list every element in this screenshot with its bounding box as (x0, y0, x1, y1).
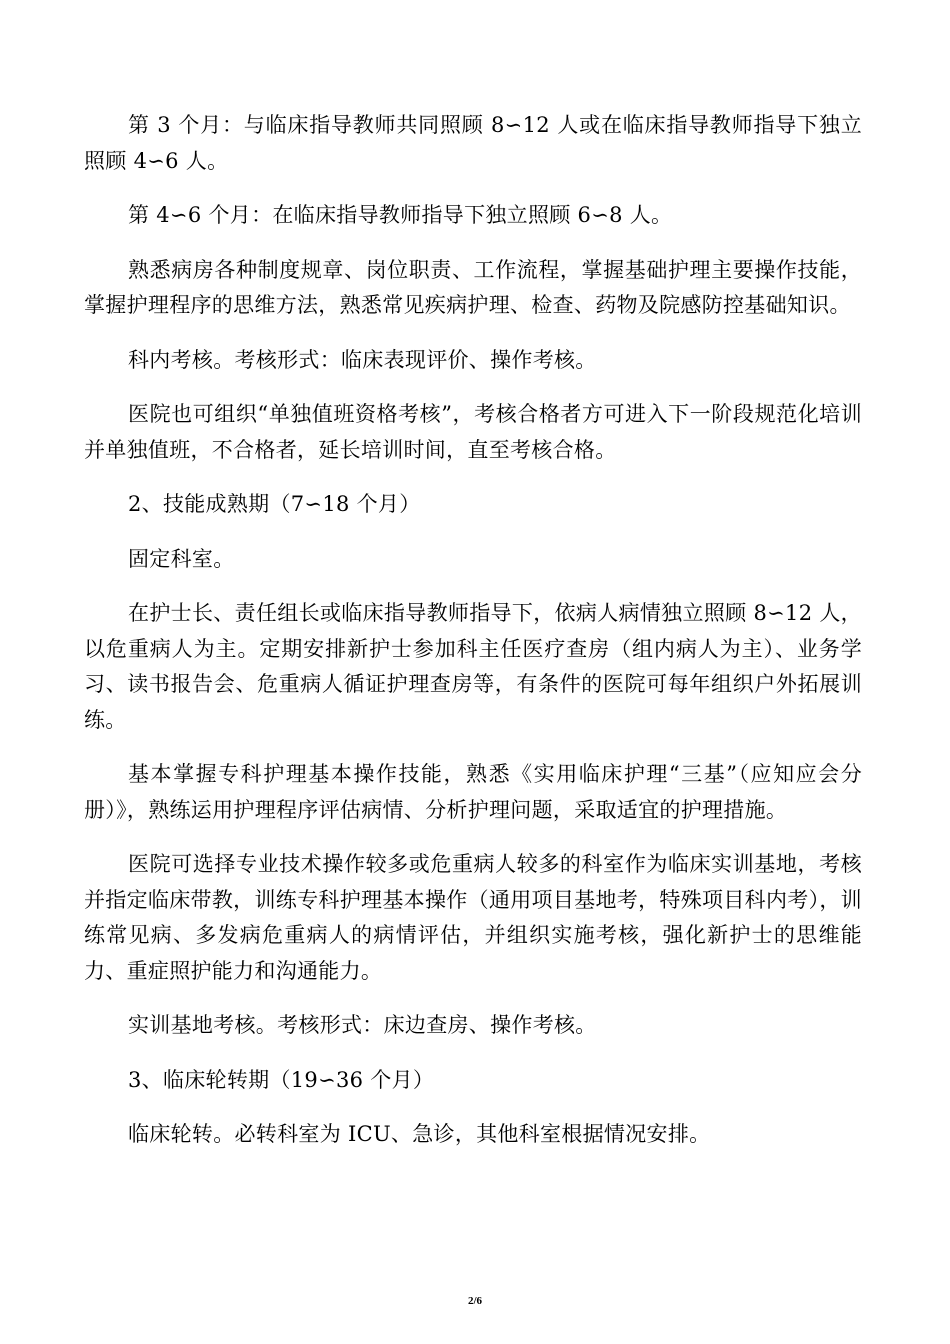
paragraph-fixed-department: 固定科室。 (128, 546, 235, 571)
paragraph-familiarize: 熟悉病房各种制度规章、岗位职责、工作流程，掌握基础护理主要操作技能，掌握护理程序的思维方法，熟悉常见疾病护理、检查、药物及院感防控基础知识。 (84, 257, 862, 317)
page-number: 2/6 (467, 1295, 483, 1307)
document-body (84, 108, 862, 1172)
section-heading-clinical-rotation: 3、临床轮转期（19∽36 个月） (128, 1067, 435, 1092)
paragraph-rotation-departments: 临床轮转。必转科室为 ICU、急诊，其他科室根据情况安排。 (128, 1122, 711, 1146)
paragraph-basic-skills: 基本掌握专科护理基本操作技能，熟悉《实用临床护理“三基”（应知应会分册）》，熟练运用护理程序评估病情、分析护理问题，采取适宜的护理措施。 (84, 762, 862, 822)
paragraph-solo-duty-assessment: 医院也可组织“单独值班资格考核”，考核合格者方可进入下一阶段规范化培训并单独值班，不合格者，延长培训时间，直至考核合格。 (84, 402, 862, 462)
paragraph-training-base: 医院可选择专业技术操作较多或危重病人较多的科室作为临床实训基地，考核并指定临床带教，训练专科护理基本操作（通用项目基地考，特殊项目科内考），训练常见病、多发病危重病人的病情评估，并组织实施考核，强化新护士的思维能力、重症照护能力和沟通能力。 (84, 852, 862, 983)
section-heading-skill-maturity: 2、技能成熟期（7∽18 个月） (128, 492, 421, 516)
paragraph-month-3: 第 3 个月：与临床指导教师共同照顾 8∽12 人或在临床指导教师指导下独立照顾 4∽6 人。 (84, 113, 862, 173)
paragraph-month-4-6: 第 4∽6 个月：在临床指导教师指导下独立照顾 6∽8 人。 (128, 203, 673, 227)
paragraph-dept-assessment: 科内考核。考核形式：临床表现评价、操作考核。 (128, 347, 597, 372)
paragraph-base-assessment: 实训基地考核。考核形式：床边查房、操作考核。 (128, 1013, 597, 1037)
paragraph-supervised-care: 在护士长、责任组长或临床指导教师指导下，依病人病情独立照顾 8∽12 人，以危重病人为主。定期安排新护士参加科主任医疗查房（组内病人为主）、业务学习、读书报告会、危重病人循证护理查房等，有条件的医院可每年组织户外拓展训练。 (84, 601, 862, 732)
